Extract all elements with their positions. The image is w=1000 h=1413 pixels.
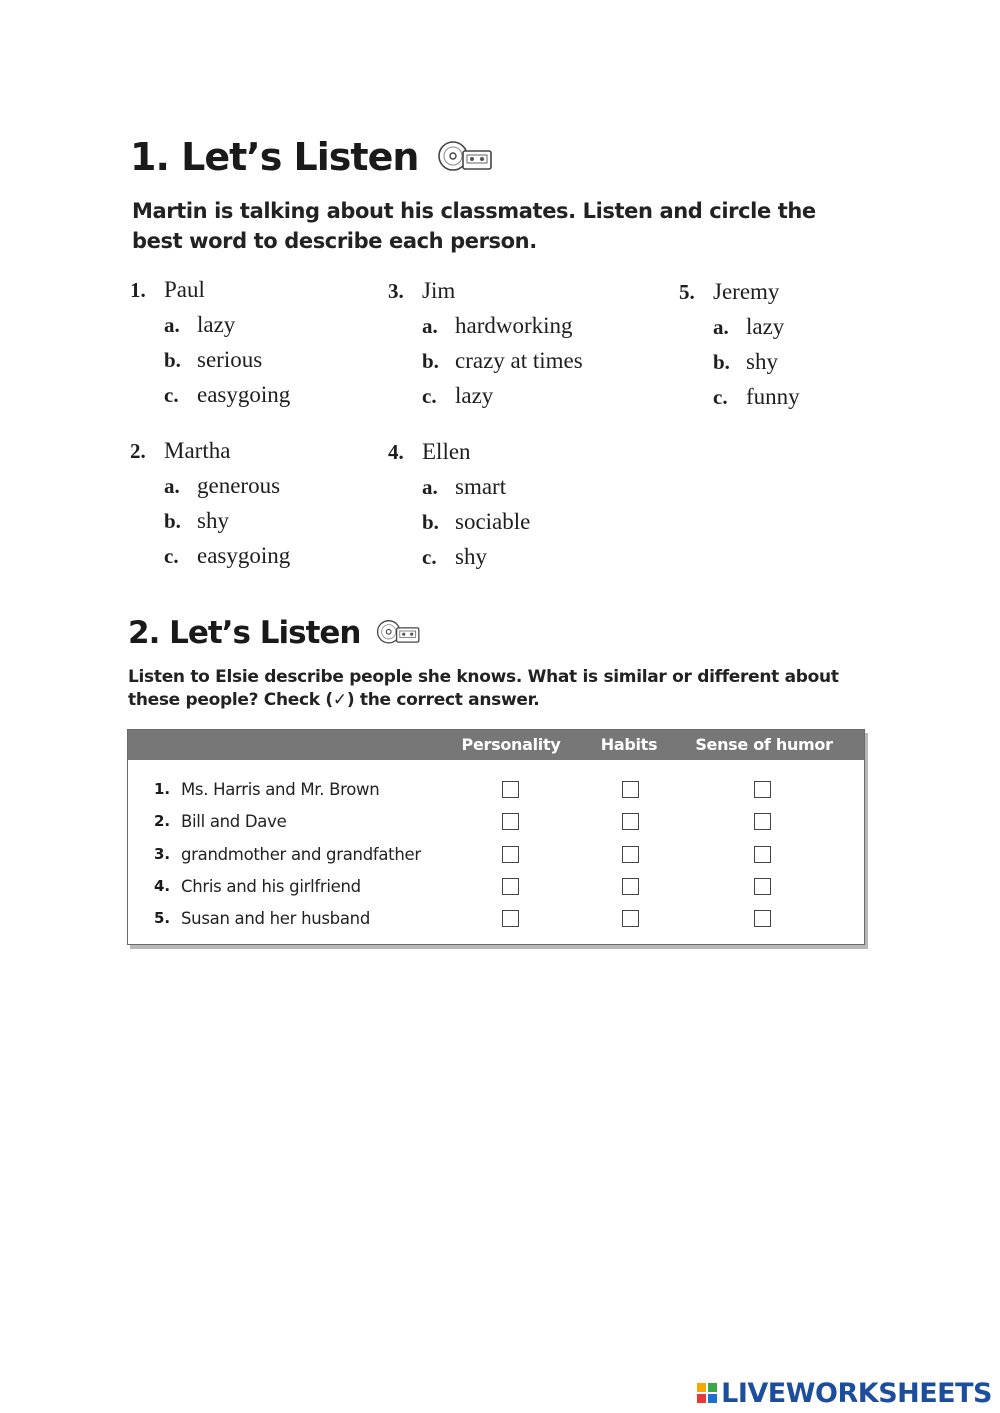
option-text: easygoing [197, 382, 291, 407]
option-text: lazy [455, 383, 494, 408]
cd-cassette-icon [437, 137, 495, 182]
checkbox-personality[interactable] [502, 910, 519, 927]
option-a[interactable] [130, 468, 290, 503]
row-number: 1. [154, 780, 171, 798]
question-3 [388, 273, 583, 413]
table-row [128, 806, 864, 838]
option-letter: c. [422, 545, 437, 569]
option-text: hardworking [455, 313, 573, 338]
logo-square-3 [697, 1394, 706, 1403]
option-a[interactable] [388, 469, 530, 504]
option-a[interactable] [679, 309, 800, 344]
option-letter: c. [164, 544, 179, 568]
row-label: Ms. Harris and Mr. Brown [181, 780, 380, 799]
option-b[interactable] [679, 344, 800, 379]
option-text: crazy at times [455, 348, 583, 373]
checkbox-personality[interactable] [502, 878, 519, 895]
option-letter: b. [422, 349, 439, 373]
checkbox-sense-of-humor[interactable] [754, 813, 771, 830]
option-letter: a. [164, 474, 180, 498]
section2-title-text: 2. Let’s Listen [128, 615, 361, 651]
option-b[interactable] [388, 343, 583, 378]
checkbox-habits[interactable] [622, 878, 639, 895]
row-label: Bill and Dave [181, 812, 287, 831]
question-name: Jim [422, 278, 456, 303]
question-1 [130, 272, 290, 412]
option-text: shy [746, 349, 778, 374]
option-b[interactable] [130, 342, 290, 377]
row-label: Susan and her husband [181, 909, 370, 928]
option-text: easygoing [197, 543, 291, 568]
question-name: Paul [164, 277, 205, 302]
option-b[interactable] [388, 504, 530, 539]
option-letter: c. [164, 383, 179, 407]
logo-square-1 [697, 1383, 706, 1392]
header-habits: Habits [600, 735, 658, 754]
option-text: generous [197, 473, 281, 498]
option-text: lazy [746, 314, 785, 339]
option-letter: b. [422, 510, 439, 534]
question-number: 4. [388, 440, 404, 464]
option-text: shy [197, 508, 229, 533]
option-letter: a. [422, 314, 438, 338]
option-a[interactable] [130, 307, 290, 342]
option-c[interactable] [130, 538, 290, 573]
table-row [128, 871, 864, 903]
liveworksheets-logo-icon [697, 1383, 717, 1403]
question-name: Jeremy [713, 279, 780, 304]
option-c[interactable] [388, 378, 583, 413]
checkbox-personality[interactable] [502, 781, 519, 798]
logo-square-4 [708, 1394, 717, 1403]
option-c[interactable] [130, 377, 290, 412]
checkbox-personality[interactable] [502, 846, 519, 863]
option-c[interactable] [679, 379, 800, 414]
header-personality: Personality [461, 735, 561, 754]
question-name: Ellen [422, 439, 471, 464]
option-letter: c. [713, 385, 728, 409]
section1-title [130, 135, 495, 182]
option-letter: a. [164, 313, 180, 337]
option-text: smart [455, 474, 507, 499]
checkbox-habits[interactable] [622, 781, 639, 798]
checkbox-habits[interactable] [622, 813, 639, 830]
option-text: serious [197, 347, 263, 372]
footer-brand: LIVEWORKSHEETS [721, 1377, 992, 1409]
question-number: 3. [388, 279, 404, 303]
option-c[interactable] [388, 539, 530, 574]
liveworksheets-footer[interactable] [697, 1378, 992, 1408]
option-letter: b. [713, 350, 730, 374]
checkbox-sense-of-humor[interactable] [754, 846, 771, 863]
option-text: lazy [197, 312, 236, 337]
option-text: shy [455, 544, 487, 569]
section2-title [128, 615, 422, 654]
checkbox-sense-of-humor[interactable] [754, 781, 771, 798]
option-text: funny [746, 384, 800, 409]
option-letter: a. [713, 315, 729, 339]
option-text: sociable [455, 509, 531, 534]
question-number: 5. [679, 280, 695, 304]
table-row [128, 839, 864, 871]
section2-instructions [128, 666, 839, 712]
section1-instructions-line2: best word to describe each person. [132, 229, 537, 253]
check-table [127, 729, 865, 945]
cd-cassette-icon [376, 616, 422, 654]
section1-instructions [132, 196, 816, 256]
checkbox-habits[interactable] [622, 910, 639, 927]
option-letter: b. [164, 509, 181, 533]
question-name: Martha [164, 438, 231, 463]
question-number: 1. [130, 278, 146, 302]
row-number: 3. [154, 845, 171, 863]
checkbox-sense-of-humor[interactable] [754, 878, 771, 895]
option-b[interactable] [130, 503, 290, 538]
table-header [128, 730, 864, 760]
row-label: grandmother and grandfather [181, 845, 421, 864]
logo-square-2 [708, 1383, 717, 1392]
section1-title-text: 1. Let’s Listen [130, 135, 419, 179]
question-number: 2. [130, 439, 146, 463]
option-letter: b. [164, 348, 181, 372]
section1-instructions-line1: Martin is talking about his classmates. Listen and circle the [132, 199, 816, 223]
table-row [128, 903, 864, 935]
row-label: Chris and his girlfriend [181, 877, 361, 896]
section2-instructions-line1: Listen to Elsie describe people she knows. What is similar or different about [128, 667, 839, 687]
row-number: 4. [154, 877, 171, 895]
question-5 [679, 274, 800, 414]
question-2 [130, 433, 290, 573]
checkbox-habits[interactable] [622, 846, 639, 863]
header-sense-of-humor: Sense of humor [695, 735, 833, 754]
option-a[interactable] [388, 308, 583, 343]
section2-instructions-line2: these people? Check (✓) the correct answer. [128, 690, 540, 710]
checkbox-sense-of-humor[interactable] [754, 910, 771, 927]
checkbox-personality[interactable] [502, 813, 519, 830]
question-4 [388, 434, 530, 574]
table-row [128, 774, 864, 806]
option-letter: a. [422, 475, 438, 499]
row-number: 5. [154, 909, 171, 927]
option-letter: c. [422, 384, 437, 408]
row-number: 2. [154, 812, 171, 830]
